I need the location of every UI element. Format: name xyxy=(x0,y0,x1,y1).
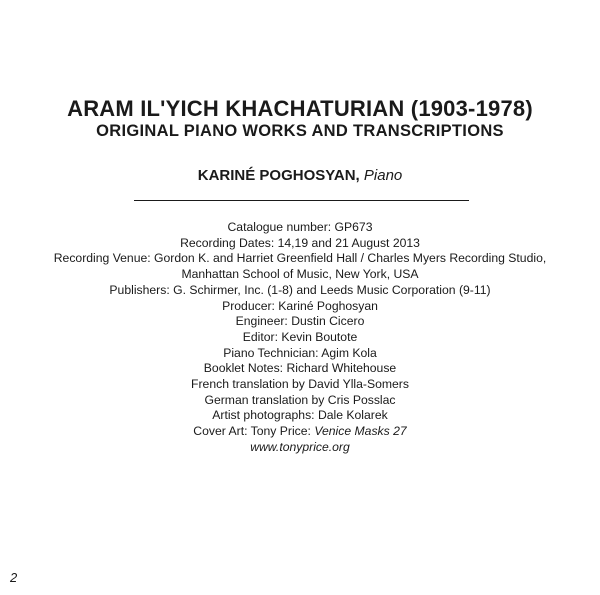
performer-instrument: Piano xyxy=(363,167,403,184)
producer: Producer: Kariné Poghosyan xyxy=(222,298,378,313)
divider-rule xyxy=(134,200,469,201)
recording-venue-line-1: Recording Venue: Gordon K. and Harriet Greenfield Hall / Charles Myers Recording Studio, xyxy=(53,251,547,266)
publishers: Publishers: G. Schirmer, Inc. (1-8) and Leeds Music Corporation (9-11) xyxy=(109,282,491,297)
cover-art-label: Cover Art: Tony Price: xyxy=(193,424,315,439)
page-subtitle: ORIGINAL PIANO WORKS AND TRANSCRIPTIONS xyxy=(96,122,504,140)
catalogue-number: Catalogue number: GP673 xyxy=(227,220,373,234)
cover-art xyxy=(0,424,600,440)
german-translation: German translation by Cris Posslac xyxy=(204,392,396,407)
engineer: Engineer: Dustin Cicero xyxy=(235,314,365,329)
editor: Editor: Kevin Boutote xyxy=(242,329,358,344)
recording-venue-line-2: Manhattan School of Music, New York, USA xyxy=(181,267,419,282)
page-title: ARAM IL'YICH KHACHATURIAN (1903-1978) xyxy=(67,96,533,121)
performer-separator: , xyxy=(355,167,360,184)
website-link[interactable]: www.tonyprice.org xyxy=(250,439,350,454)
cover-art-title: Venice Masks 27 xyxy=(314,424,407,439)
artist-photographs: Artist photographs: Dale Kolarek xyxy=(212,408,388,423)
performer-name: KARINÉ POGHOSYAN xyxy=(197,167,356,184)
credits-block xyxy=(0,220,600,456)
recording-dates: Recording Dates: 14,19 and 21 August 2013 xyxy=(180,235,420,250)
performer-credit xyxy=(0,167,600,184)
piano-technician: Piano Technician: Agim Kola xyxy=(223,345,377,360)
french-translation: French translation by David Ylla-Somers xyxy=(191,377,409,392)
booklet-notes: Booklet Notes: Richard Whitehouse xyxy=(203,361,397,376)
page-number: 2 xyxy=(10,570,18,585)
